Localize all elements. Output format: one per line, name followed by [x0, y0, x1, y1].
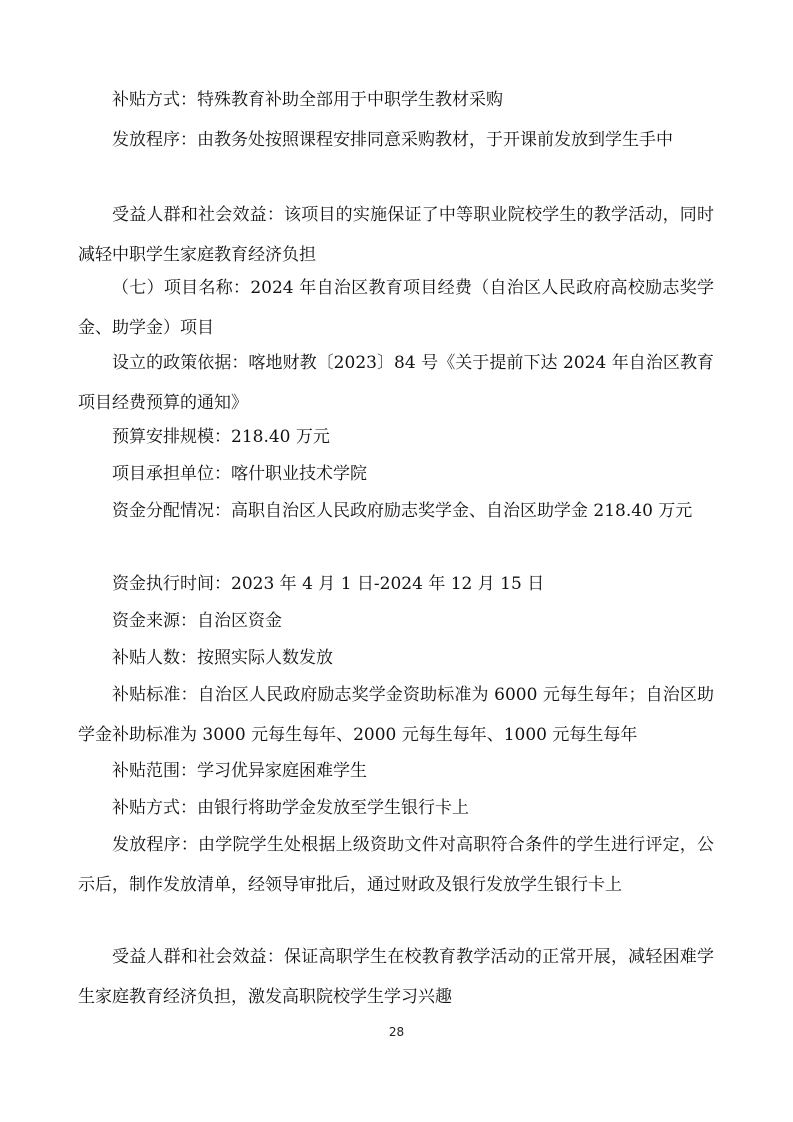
paragraph-subsidy-scope: 补贴范围：学习优异家庭困难学生	[112, 761, 367, 781]
paragraph-beneficiaries-2: 受益人群和社会效益：保证高职学生在校教育教学活动的正常开展，减轻困难学生家庭教育经济负担，激发高职院校学生学习兴趣	[78, 947, 714, 1007]
paragraph-execution-time: 资金执行时间：2023 年 4 月 1 日-2024 年 12 月 15 日	[112, 574, 545, 594]
paragraph-subsidy-method-2: 补贴方式：由银行将助学金发放至学生银行卡上	[112, 798, 469, 818]
paragraph-policy-basis: 设立的政策依据：喀地财教〔2023〕84 号《关于提前下达 2024 年自治区教育项目经费预算的通知》	[78, 353, 714, 413]
page-number: 28	[388, 1025, 405, 1039]
paragraph-beneficiaries-1: 受益人群和社会效益：该项目的实施保证了中等职业院校学生的教学活动，同时减轻中职学生家庭教育经济负担	[78, 205, 714, 265]
paragraph-undertaking-unit: 项目承担单位：喀什职业技术学院	[112, 464, 367, 484]
paragraph-subsidy-standard: 补贴标准：自治区人民政府励志奖学金资助标准为 6000 元每生每年；自治区助学金补助标准为 3000 元每生每年、2000 元每生每年、1000 元每生每年	[78, 685, 714, 745]
paragraph-subsidy-method-1: 补贴方式：特殊教育补助全部用于中职学生教材采购	[112, 90, 503, 110]
paragraph-project-name-7: （七）项目名称：2024 年自治区教育项目经费（自治区人民政府高校励志奖学金、助学金）项目	[78, 278, 714, 338]
paragraph-distribution-procedure-2: 发放程序：由学院学生处根据上级资助文件对高职符合条件的学生进行评定，公示后，制作发放清单，经领导审批后，通过财政及银行发放学生银行卡上	[78, 835, 714, 895]
paragraph-subsidy-count: 补贴人数：按照实际人数发放	[112, 648, 333, 668]
paragraph-fund-source: 资金来源：自治区资金	[112, 611, 282, 631]
paragraph-fund-allocation: 资金分配情况：高职自治区人民政府励志奖学金、自治区助学金 218.40 万元	[112, 501, 693, 521]
paragraph-distribution-procedure-1: 发放程序：由教务处按照课程安排同意采购教材，于开课前发放到学生手中	[112, 130, 673, 150]
paragraph-budget-scale: 预算安排规模：218.40 万元	[112, 427, 330, 447]
